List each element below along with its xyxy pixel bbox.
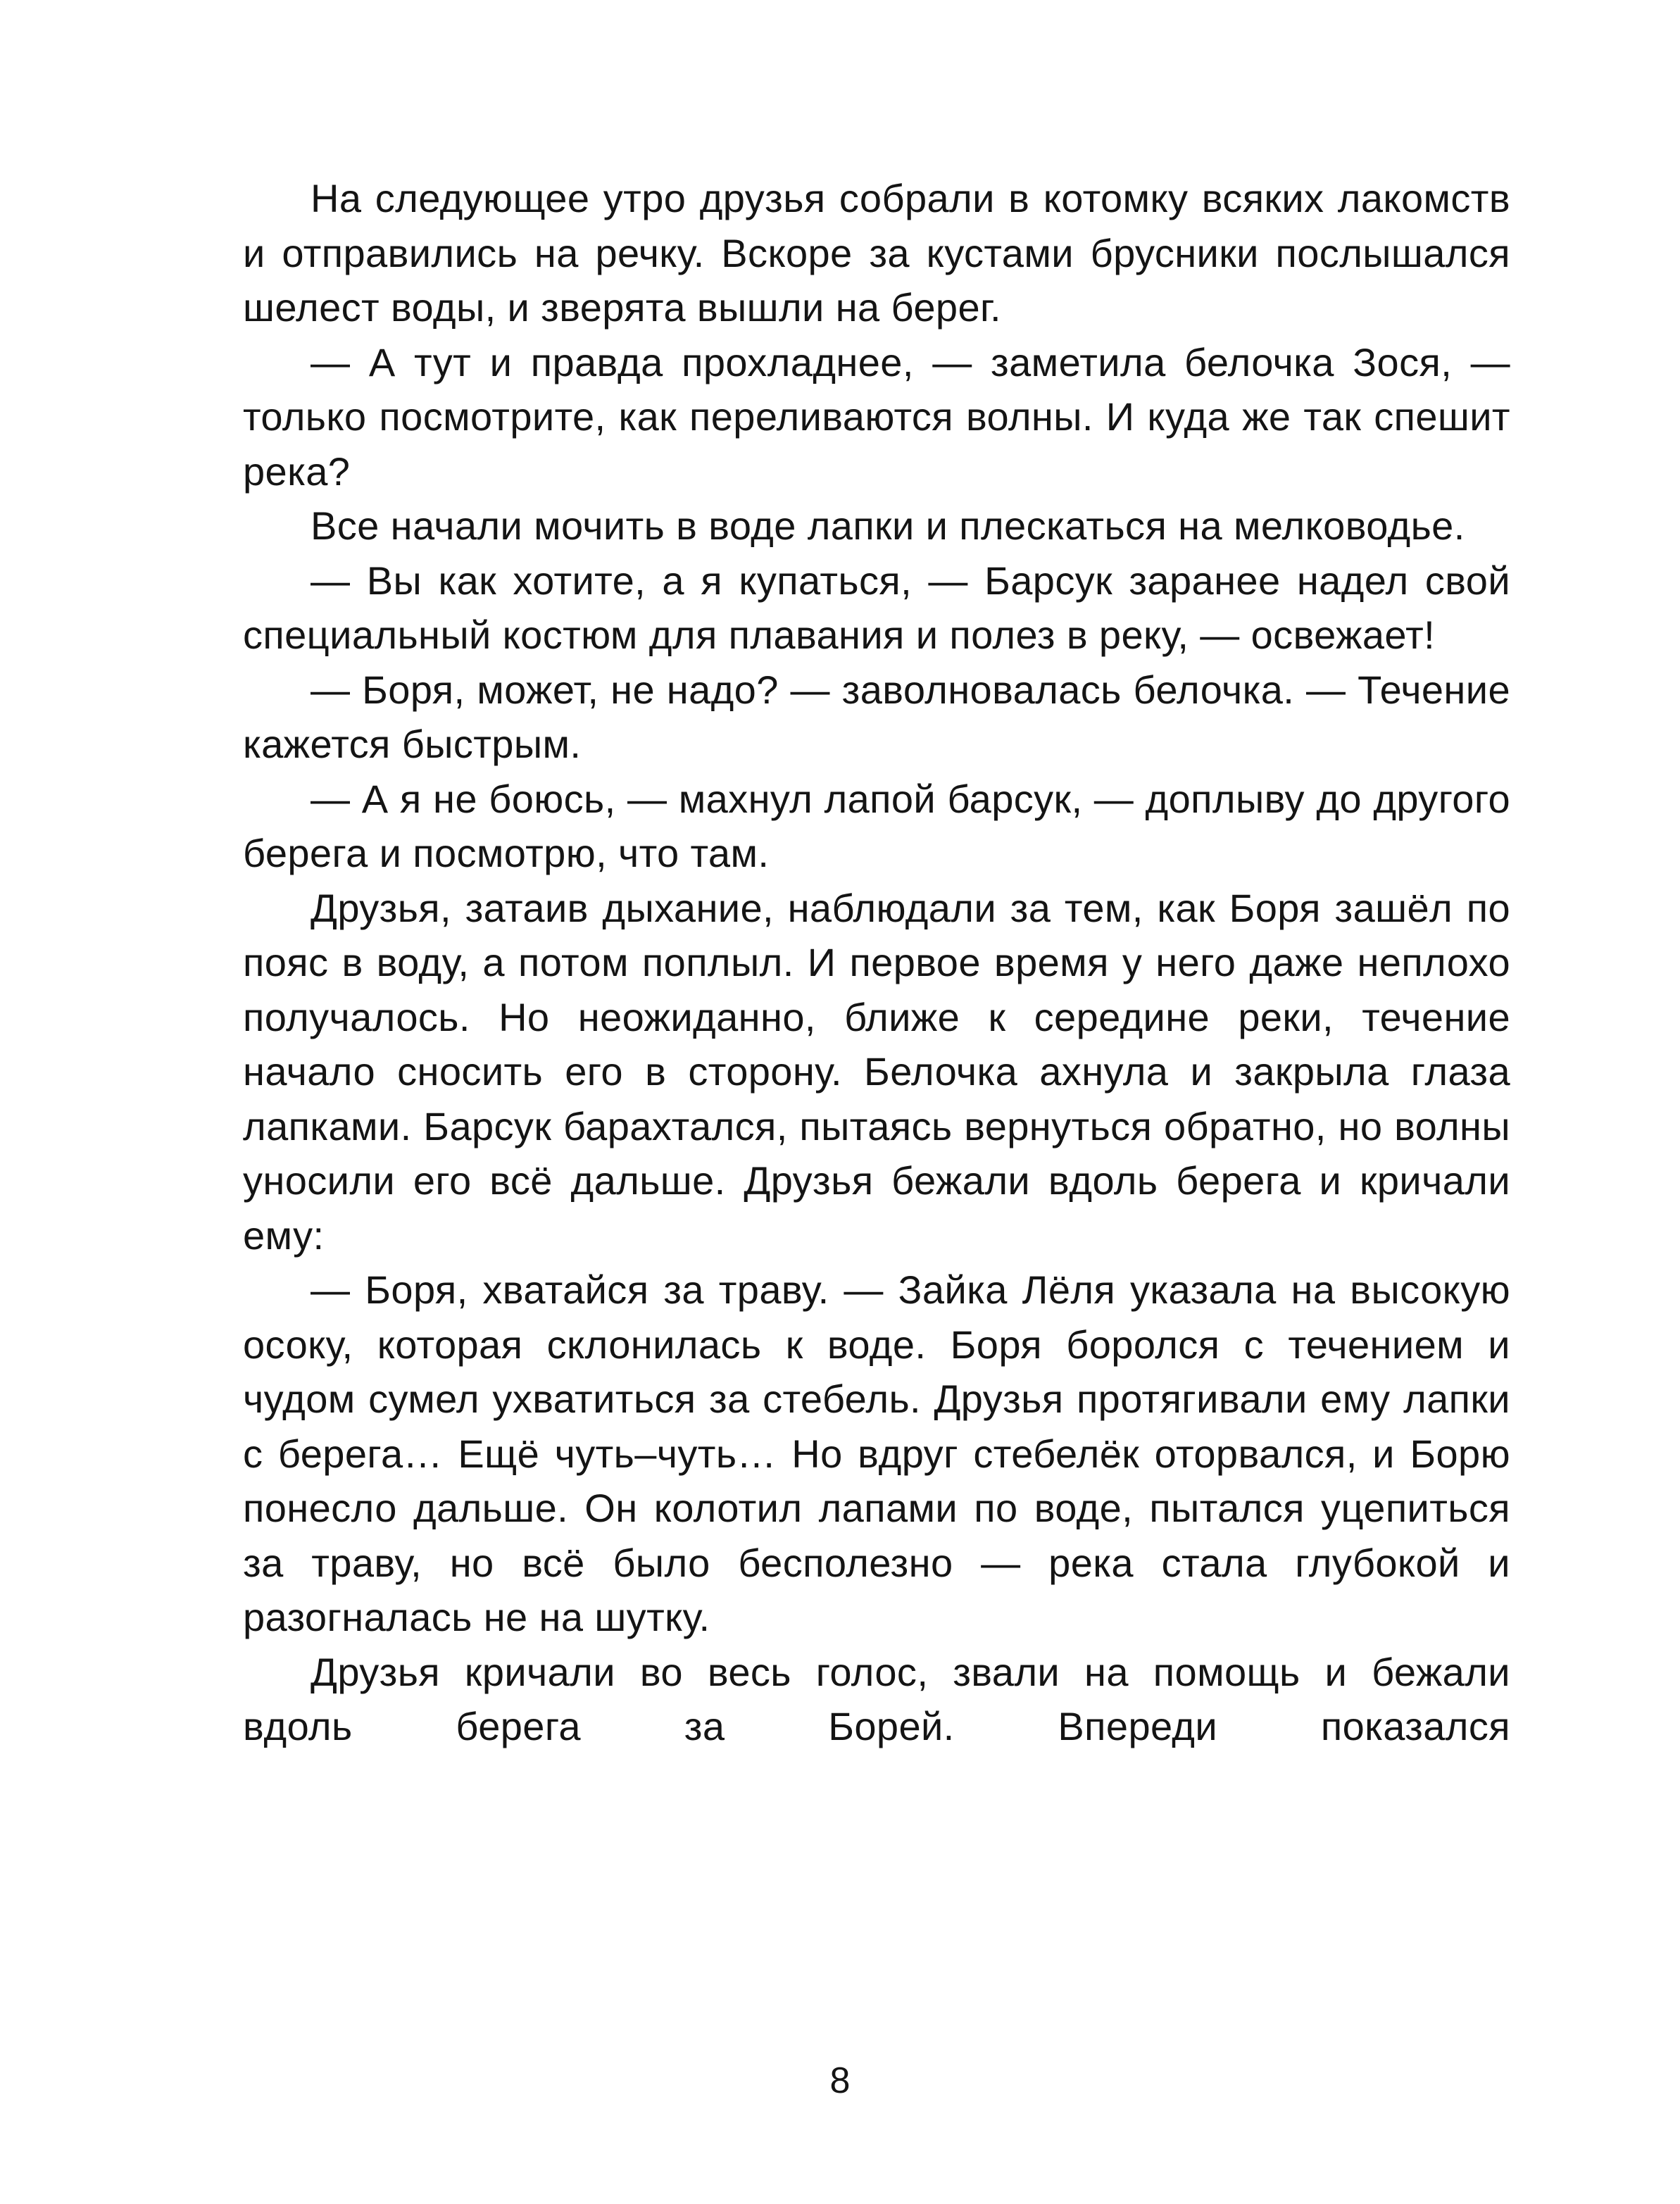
paragraph: Все начали мочить в воде лапки и плескаться на мелководье. (311, 503, 1465, 548)
paragraph: Друзья, затаив дыхание, наблюдали за тем, как Боря зашёл по пояс в воду, а потом поплыл. И первое время у него даже неплохо получалось. Но неожиданно, ближе к середине реки, течение начало сносить его в сторону. Белочка ахнула и закрыла глаза лапками. Барсук барахтался, пытаясь вернуться обратно, но волны уносили его всё дальше. Друзья бежали вдоль берега и кричали ему: (243, 885, 1510, 1258)
page-number: 8 (829, 2060, 851, 2101)
paragraph: — А тут и правда прохладнее, — заметила белочка Зося, — только посмотрите, как переливаются волны. И куда же так спешит река? (243, 339, 1510, 494)
body-text-column (243, 171, 1510, 1754)
paragraph: — Боря, хватайся за траву. — Зайка Лёля указала на высокую осоку, которая склонилась к воде. Боря боролся с течением и чудом сумел ухватиться за стебель. Друзья протягивали ему лапки с берега… Ещё чуть–чуть… Но вдруг стебелёк оторвался, и Борю понесло дальше. Он колотил лапами по воде, пытался уцепиться за траву, но всё было бесполезно — река стала глубокой и разогналась не на шутку. (243, 1267, 1510, 1639)
paragraph: Друзья кричали во весь голос, звали на помощь и бежали вдоль берега за Борей. Впереди показался (243, 1649, 1510, 1748)
paragraph: — Боря, может, не надо? — заволновалась белочка. — Течение кажется быстрым. (243, 667, 1510, 766)
paragraph: На следующее утро друзья собрали в котомку всяких лакомств и отправились на речку. Вскоре за кустами брусники послышался шелест воды, и зверята вышли на берег. (243, 176, 1510, 330)
paragraph: — А я не боюсь, — махнул лапой барсук, — доплыву до другого берега и посмотрю, что там. (243, 776, 1510, 875)
paragraph: — Вы как хотите, а я купаться, — Барсук заранее надел свой специальный костюм для плавания и полез в реку, — освежает! (243, 558, 1510, 657)
